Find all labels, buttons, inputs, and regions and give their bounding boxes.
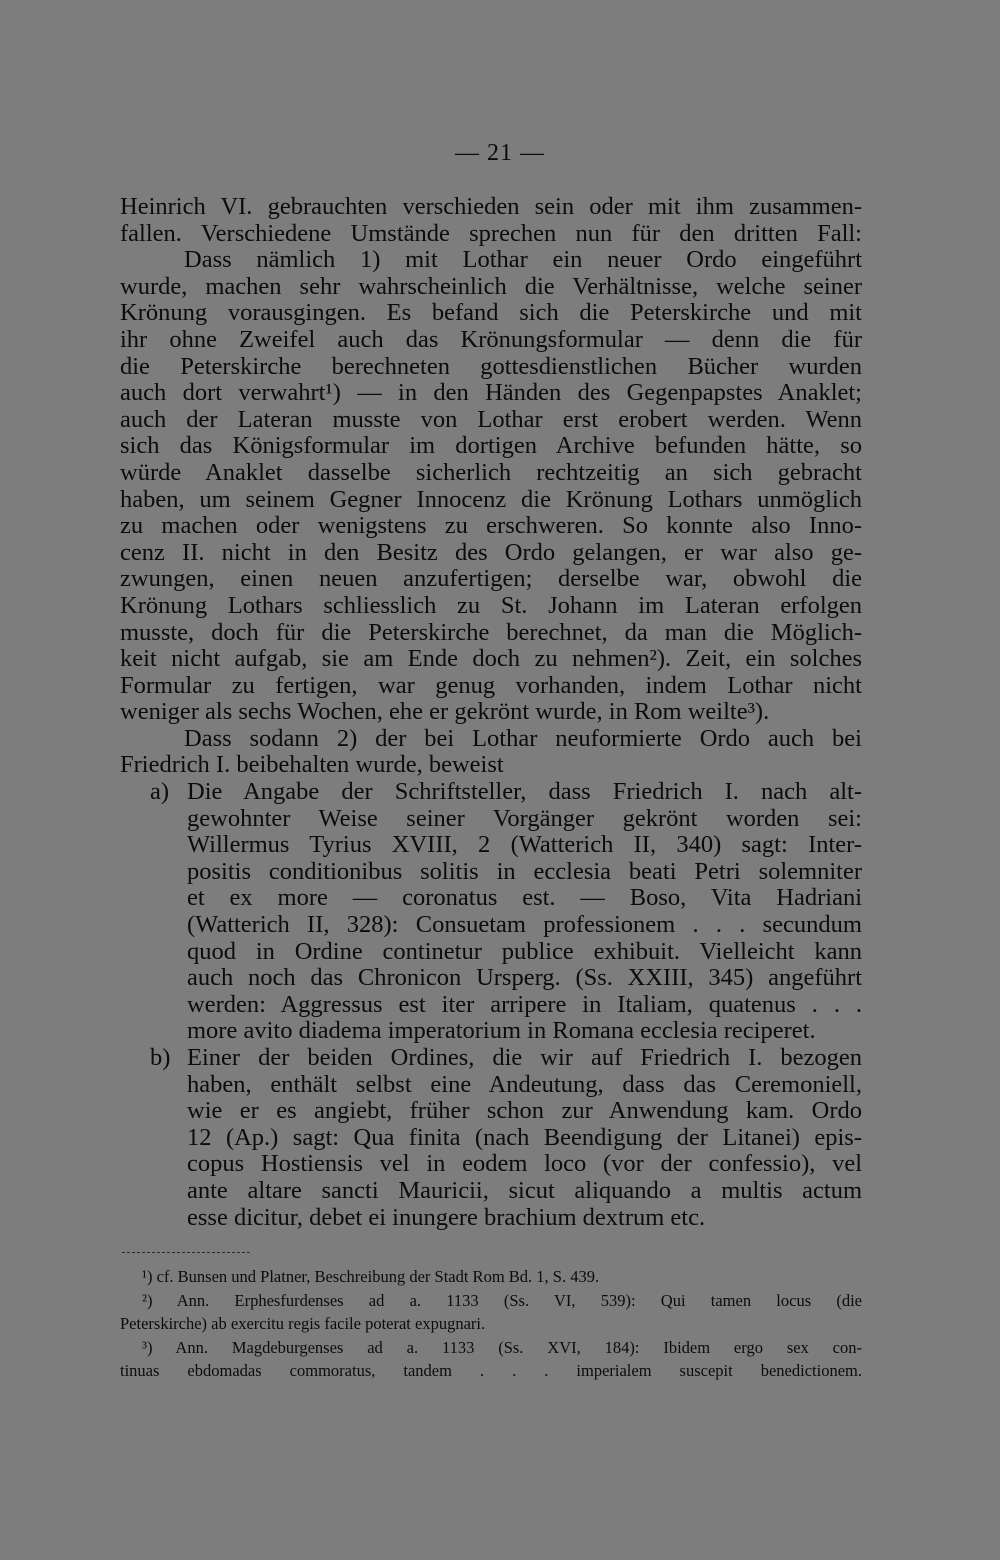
footnote-line — [120, 1336, 862, 1360]
text-line: Krönung Lothars schliesslich zu St. Johann im Lateran erfolgen — [120, 591, 862, 619]
text-line: ihr ohne Zweifel auch das Krönungsformular — denn die für — [120, 325, 862, 353]
text-line: zwungen, einen neuen anzufertigen; derselbe war, obwohl die — [120, 565, 862, 593]
text-line: wurde, machen sehr wahrscheinlich die Verhältnisse, welche seiner — [120, 272, 862, 300]
text-line: ante altare sancti Mauricii, sicut aliquando a multis actum — [187, 1176, 862, 1204]
text-line: more avito diadema imperatorium in Romana ecclesia reciperet. — [187, 1017, 816, 1045]
text-line: Willermus Tyrius XVIII, 2 (Watterich II, 340) sagt: Inter- — [187, 831, 862, 859]
text-line: positis conditionibus solitis in ecclesia beati Petri solemniter — [187, 857, 862, 885]
footnote-divider — [122, 1252, 250, 1253]
text-line: fallen. Verschiedene Umstände sprechen nun für den dritten Fall: — [120, 219, 862, 247]
text-line: wie er es angiebt, früher schon zur Anwendung kam. Ordo — [187, 1097, 862, 1125]
item-text: Die Angabe der Schriftsteller, dass Friedrich I. nach alt- — [187, 778, 862, 806]
footnote-marker: ³) — [142, 1337, 153, 1357]
text-line: Friedrich I. beibehalten wurde, beweist — [120, 751, 504, 779]
footnote-3 — [120, 1336, 862, 1383]
text-line: Krönung vorausgingen. Es befand sich die Peterskirche und mit — [120, 299, 862, 327]
item-text: Einer der beiden Ordines, die wir auf Friedrich I. bezogen — [187, 1044, 862, 1071]
text-line: auch dort verwahrt¹) — in den Händen des Gegenpapstes Anaklet; — [120, 379, 862, 407]
text-line: die Peterskirche berechneten gottesdienstlichen Bücher wurden — [120, 352, 862, 380]
text-line: quod in Ordine continetur publice exhibuit. Vielleicht kann — [187, 937, 862, 965]
paragraph-2 — [120, 726, 862, 779]
text-line: zu machen oder wenigstens zu erschweren. So konnte also Inno- — [120, 512, 862, 540]
text-line: Dass sodann 2) der bei Lothar neuformierte Ordo auch bei — [184, 724, 862, 752]
text-line: gewohnter Weise seiner Vorgänger gekrönt worden sei: — [187, 804, 862, 832]
list-marker: b) — [150, 1044, 171, 1071]
footnote-line: Peterskirche) ab exercitu regis facile poterat expugnari. — [120, 1314, 486, 1333]
text-line — [120, 779, 862, 806]
footnote-text: cf. Bunsen und Platner, Beschreibung der Stadt Rom Bd. 1, S. 439. — [156, 1267, 600, 1286]
text-line: auch noch das Chronicon Ursperg. (Ss. XXIII, 345) angeführt — [187, 964, 862, 992]
text-line: 12 (Ap.) sagt: Qua finita (nach Beendigung der Litanei) epis- — [187, 1123, 862, 1151]
footnote-1 — [120, 1265, 862, 1289]
text-line: haben, enthält selbst eine Andeutung, dass das Ceremoniell, — [187, 1070, 862, 1098]
text-line: sich das Königsformular im dortigen Archive befunden hätte, so — [120, 432, 862, 460]
footnotes — [120, 1265, 862, 1383]
footnote-marker: ¹) — [142, 1267, 153, 1286]
text-line: Heinrich VI. gebrauchten verschieden sein oder mit ihm zusammen- — [120, 193, 862, 220]
text-line: musste, doch für die Peterskirche berechnet, da man die Möglich- — [120, 618, 862, 646]
footnote-marker: ²) — [142, 1290, 153, 1310]
text-line: cenz II. nicht in den Besitz des Ordo gelangen, er war also ge- — [120, 538, 862, 566]
text-line: keit nicht aufgab, sie am Ende doch zu nehmen²). Zeit, ein solches — [120, 645, 862, 673]
text-line: Formular zu fertigen, war genug vorhanden, indem Lothar nicht — [120, 671, 862, 699]
footnote-text: Ann. Magdeburgenses ad a. 1133 (Ss. XVI, 184): Ibidem ergo sex con- — [175, 1337, 862, 1357]
text-line: esse dicitur, debet ei inungere brachium dextrum etc. — [187, 1203, 706, 1231]
text-line: copus Hostiensis vel in eodem loco (vor der confessio), vel — [187, 1150, 862, 1178]
footnote-line: tinuas ebdomadas commoratus, tandem . . . imperialem suscepit benedictionem. — [120, 1361, 862, 1380]
text-line: haben, um seinem Gegner Innocenz die Krönung Lothars unmöglich — [120, 485, 862, 513]
text-line: weniger als sechs Wochen, ehe er gekrönt wurde, in Rom weilte³). — [120, 698, 770, 726]
text-line: werden: Aggressus est iter arripere in Italiam, quatenus . . . — [187, 990, 862, 1018]
list-marker: a) — [150, 778, 170, 806]
paragraph-1 — [120, 194, 862, 726]
list-item-b — [120, 1045, 862, 1231]
list-item-a — [120, 779, 862, 1045]
footnote-line — [120, 1265, 862, 1289]
text-line: würde Anaklet dasselbe sicherlich rechtzeitig an sich gebracht — [120, 458, 862, 486]
page-number: — 21 — — [455, 140, 545, 166]
body-text — [120, 194, 862, 1231]
text-line: et ex more — coronatus est. — Boso, Vita Hadriani — [187, 884, 862, 912]
footnote-text: Ann. Erphesfurdenses ad a. 1133 (Ss. VI, 539): Qui tamen locus (die — [176, 1290, 862, 1310]
footnote-line — [120, 1289, 862, 1313]
text-line: auch der Lateran musste von Lothar erst erobert werden. Wenn — [120, 405, 862, 433]
text-line: Dass nämlich 1) mit Lothar ein neuer Ordo eingeführt — [184, 246, 862, 274]
footnote-2 — [120, 1289, 862, 1336]
text-line: (Watterich II, 328): Consuetam professionem . . . secundum — [187, 911, 862, 939]
text-line — [120, 1045, 862, 1072]
